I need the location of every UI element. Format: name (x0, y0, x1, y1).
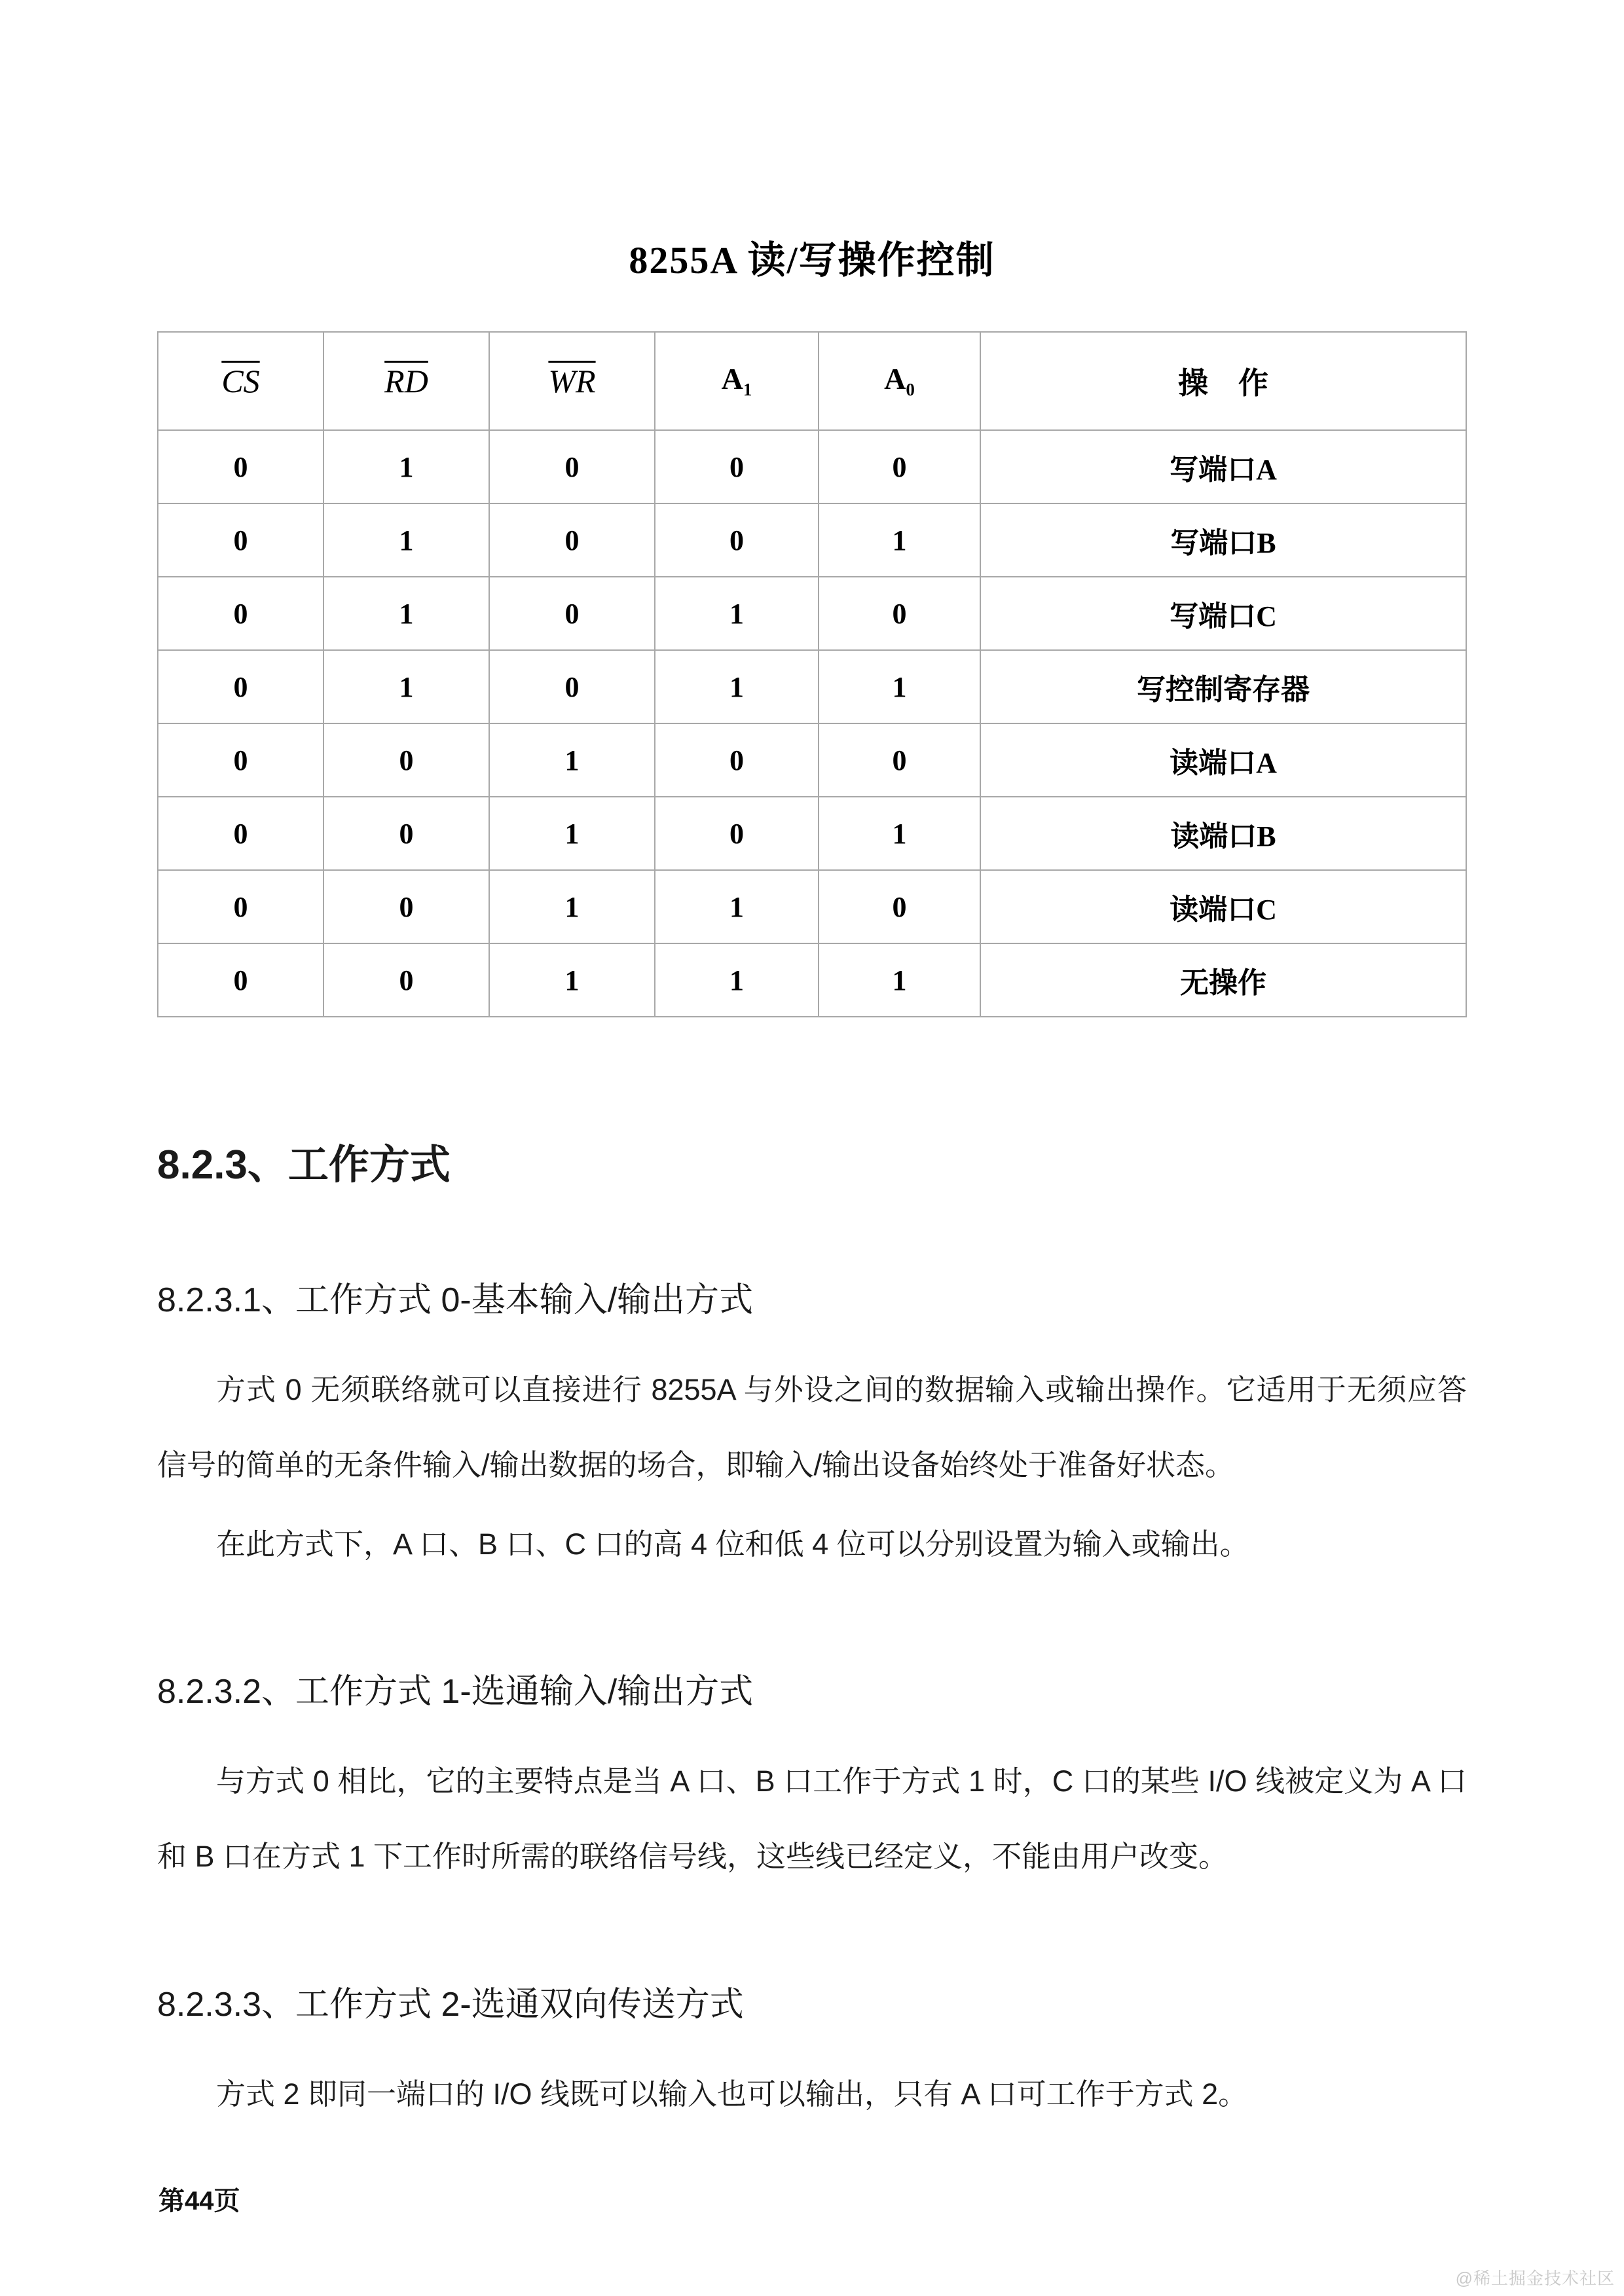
bit-cell: 0 (323, 723, 489, 797)
bit-cell: 1 (819, 503, 980, 577)
column-header-label: 操 作 (1178, 367, 1268, 400)
bit-cell: 0 (158, 430, 323, 503)
body-paragraph: 方式 2 即同一端口的 I/O 线既可以输入也可以输出，只有 A 口可工作于方式 2。 (216, 2077, 1248, 2111)
bit-cell: 0 (819, 577, 980, 650)
bit-cell: 1 (819, 650, 980, 723)
column-header-label: $\overline{WR}$ (548, 363, 596, 399)
bit-cell: 0 (158, 943, 323, 1017)
bit-cell: 1 (323, 577, 489, 650)
bit-cell: 0 (158, 723, 323, 797)
bit-cell: 1 (489, 723, 655, 797)
table-row (158, 650, 1466, 723)
table-title: 8255A 读/写操作控制 (629, 239, 995, 282)
bit-cell: 0 (489, 503, 655, 577)
bit-cell: 0 (489, 430, 655, 503)
bit-cell: 0 (323, 870, 489, 943)
section-heading-8-2-3: 8.2.3、工作方式 (157, 1142, 451, 1188)
column-header-rd (323, 332, 489, 430)
bit-cell: 0 (655, 430, 819, 503)
bit-cell: 1 (819, 943, 980, 1017)
bit-cell: 0 (819, 430, 980, 503)
bit-cell: 0 (158, 503, 323, 577)
table-row (158, 430, 1466, 503)
operation-cell: 写端口B (980, 503, 1466, 577)
body-paragraph: 方式 0 无须联络就可以直接进行 8255A 与外设之间的数据输入或输出操作。它适用于无须应答信号的简单的无条件输入/输出数据的场合，即输入/输出设备始终处于准备好状态。 (157, 1373, 1467, 1482)
operation-cell: 写控制寄存器 (980, 650, 1466, 723)
column-header-subscript: 0 (906, 380, 915, 400)
bit-cell: 0 (158, 797, 323, 870)
bit-cell: 0 (323, 797, 489, 870)
column-header-subscript: 1 (743, 380, 752, 400)
watermark: @稀土掘金技术社区 (1455, 2269, 1615, 2288)
table-row (158, 503, 1466, 577)
bit-cell: 1 (489, 797, 655, 870)
operation-cell: 读端口B (980, 797, 1466, 870)
bit-cell: 0 (158, 870, 323, 943)
bit-cell: 1 (655, 943, 819, 1017)
page-number: 第44页 (158, 2187, 240, 2215)
table-row (158, 577, 1466, 650)
table-row (158, 723, 1466, 797)
rw-control-table (157, 331, 1467, 1017)
operation-cell: 读端口C (980, 870, 1466, 943)
bit-cell: 0 (655, 503, 819, 577)
bit-cell: 0 (158, 577, 323, 650)
bit-cell: 1 (489, 870, 655, 943)
bit-cell: 0 (489, 650, 655, 723)
column-header-a1 (655, 332, 819, 430)
bit-cell: 0 (655, 797, 819, 870)
bit-cell: 1 (323, 430, 489, 503)
table-header-row (158, 332, 1466, 430)
body-paragraph: 在此方式下，A 口、B 口、C 口的高 4 位和低 4 位可以分别设置为输入或输出。 (216, 1527, 1249, 1561)
bit-cell: 1 (655, 650, 819, 723)
column-header-label: A (721, 362, 743, 396)
bit-cell: 0 (655, 723, 819, 797)
bit-cell: 0 (158, 650, 323, 723)
operation-cell: 读端口A (980, 723, 1466, 797)
column-header-operation (980, 332, 1466, 430)
column-header-label: A (884, 362, 906, 396)
table-body (158, 430, 1466, 1017)
column-header-a0 (819, 332, 980, 430)
table-row (158, 870, 1466, 943)
operation-cell: 写端口A (980, 430, 1466, 503)
bit-cell: 0 (819, 870, 980, 943)
column-header-label: $\overline{CS}$ (221, 363, 260, 399)
bit-cell: 1 (819, 797, 980, 870)
bit-cell: 1 (323, 503, 489, 577)
table-row (158, 943, 1466, 1017)
bit-cell: 0 (323, 943, 489, 1017)
column-header-wr (489, 332, 655, 430)
bit-cell: 1 (655, 577, 819, 650)
subsection-heading-8-2-3-2: 8.2.3.2、工作方式 1-选通输入/输出方式 (157, 1673, 754, 1711)
operation-cell: 无操作 (980, 943, 1466, 1017)
bit-cell: 1 (655, 870, 819, 943)
column-header-cs (158, 332, 323, 430)
operation-cell: 写端口C (980, 577, 1466, 650)
column-header-label: $\overline{RD}$ (384, 363, 428, 399)
bit-cell: 0 (489, 577, 655, 650)
subsection-heading-8-2-3-1: 8.2.3.1、工作方式 0-基本输入/输出方式 (157, 1281, 754, 1319)
bit-cell: 0 (819, 723, 980, 797)
bit-cell: 1 (489, 943, 655, 1017)
table-row (158, 797, 1466, 870)
bit-cell: 1 (323, 650, 489, 723)
subsection-heading-8-2-3-3: 8.2.3.3、工作方式 2-选通双向传送方式 (157, 1985, 744, 2024)
body-paragraph: 与方式 0 相比，它的主要特点是当 A 口、B 口工作于方式 1 时，C 口的某些 I/O 线被定义为 A 口和 B 口在方式 1 下工作时所需的联络信号线，这些线已经定义，不能由用户改变。 (157, 1764, 1467, 1873)
